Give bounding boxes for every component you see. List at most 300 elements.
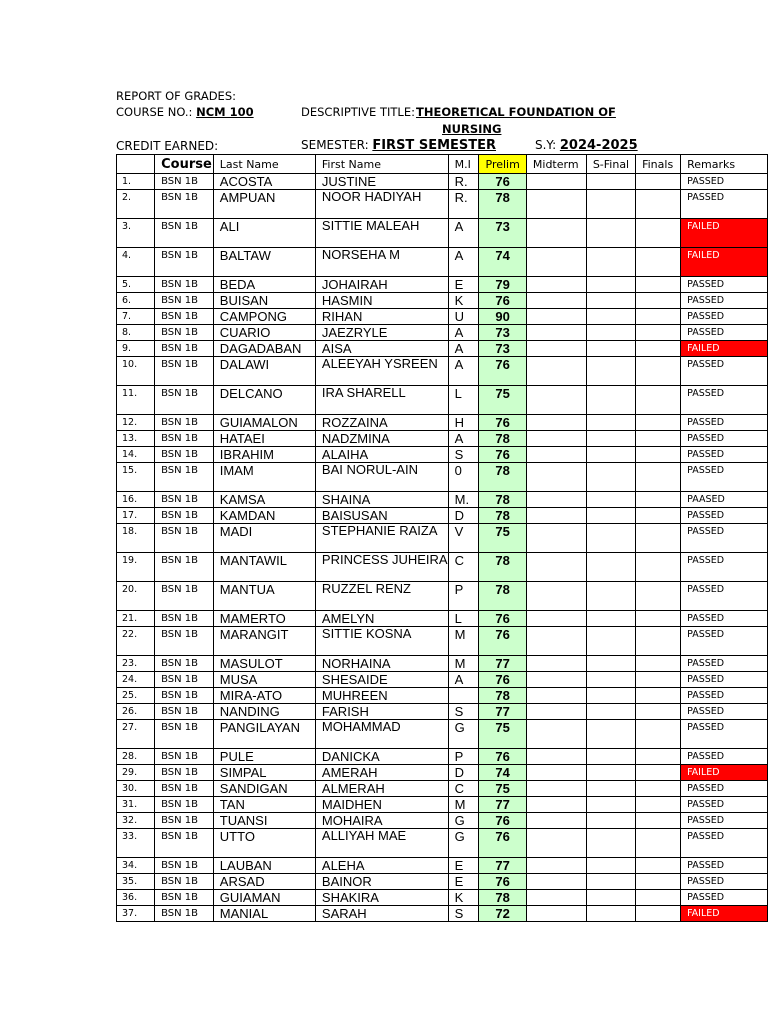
grades-table <box>116 154 768 922</box>
last-name-cell: MUSA <box>213 672 315 688</box>
midterm-cell <box>526 781 586 797</box>
midterm-cell <box>526 293 586 309</box>
col-header-course: Course <box>155 155 214 174</box>
course-cell: BSN 1B <box>155 656 214 672</box>
mi-cell: A <box>448 219 479 248</box>
remarks-cell: PASSED <box>681 704 768 720</box>
sfinal-cell <box>586 386 635 415</box>
finals-cell <box>636 906 681 922</box>
last-name-cell: ALI <box>213 219 315 248</box>
finals-cell <box>636 508 681 524</box>
prelim-cell: 77 <box>479 858 526 874</box>
last-name-cell: MARANGIT <box>213 627 315 656</box>
course-cell: BSN 1B <box>155 720 214 749</box>
row-number: 14. <box>117 447 155 463</box>
remarks-cell: PASSED <box>681 627 768 656</box>
midterm-cell <box>526 611 586 627</box>
col-header-first-name: First Name <box>315 155 448 174</box>
mi-cell: L <box>448 386 479 415</box>
row-number: 32. <box>117 813 155 829</box>
course-cell: BSN 1B <box>155 219 214 248</box>
prelim-cell: 74 <box>479 248 526 277</box>
row-number: 3. <box>117 219 155 248</box>
finals-cell <box>636 309 681 325</box>
course-cell: BSN 1B <box>155 627 214 656</box>
course-cell: BSN 1B <box>155 582 214 611</box>
remarks-cell: PASSED <box>681 611 768 627</box>
midterm-cell <box>526 829 586 858</box>
sfinal-cell <box>586 672 635 688</box>
table-row <box>117 611 768 627</box>
finals-cell <box>636 611 681 627</box>
table-row <box>117 431 768 447</box>
first-name-cell: STEPHANIE RAIZA <box>315 524 448 553</box>
table-row <box>117 174 768 190</box>
midterm-cell <box>526 906 586 922</box>
mi-cell: C <box>448 553 479 582</box>
remarks-cell: PASSED <box>681 524 768 553</box>
table-row <box>117 704 768 720</box>
table-row <box>117 553 768 582</box>
col-header-last-name: Last Name <box>213 155 315 174</box>
row-number: 4. <box>117 248 155 277</box>
remarks-cell: PASSED <box>681 386 768 415</box>
course-cell: BSN 1B <box>155 829 214 858</box>
sfinal-cell <box>586 627 635 656</box>
prelim-cell: 75 <box>479 386 526 415</box>
row-number: 27. <box>117 720 155 749</box>
midterm-cell <box>526 415 586 431</box>
table-row <box>117 277 768 293</box>
last-name-cell: GUIAMALON <box>213 415 315 431</box>
remarks-cell: FAILED <box>681 248 768 277</box>
prelim-cell: 78 <box>479 463 526 492</box>
row-number: 26. <box>117 704 155 720</box>
midterm-cell <box>526 219 586 248</box>
midterm-cell <box>526 357 586 386</box>
remarks-cell: PASSED <box>681 357 768 386</box>
row-number: 15. <box>117 463 155 492</box>
mi-cell: 0 <box>448 463 479 492</box>
last-name-cell: CAMPONG <box>213 309 315 325</box>
finals-cell <box>636 415 681 431</box>
first-name-cell: JAEZRYLE <box>315 325 448 341</box>
prelim-cell: 74 <box>479 765 526 781</box>
table-row <box>117 781 768 797</box>
first-name-cell: SITTIE MALEAH <box>315 219 448 248</box>
table-row <box>117 749 768 765</box>
sfinal-cell <box>586 325 635 341</box>
sfinal-cell <box>586 508 635 524</box>
sfinal-cell <box>586 749 635 765</box>
finals-cell <box>636 293 681 309</box>
remarks-cell: PASSED <box>681 656 768 672</box>
course-cell: BSN 1B <box>155 704 214 720</box>
semester-value: FIRST SEMESTER <box>372 138 497 153</box>
col-header-remarks: Remarks <box>681 155 768 174</box>
table-row <box>117 463 768 492</box>
finals-cell <box>636 357 681 386</box>
course-cell: BSN 1B <box>155 463 214 492</box>
course-cell: BSN 1B <box>155 309 214 325</box>
last-name-cell: DALAWI <box>213 357 315 386</box>
first-name-cell: AMELYN <box>315 611 448 627</box>
row-number: 9. <box>117 341 155 357</box>
credit-earned-label: CREDIT EARNED: <box>116 139 219 153</box>
col-header-midterm: Midterm <box>526 155 586 174</box>
last-name-cell: MAMERTO <box>213 611 315 627</box>
sfinal-cell <box>586 582 635 611</box>
finals-cell <box>636 174 681 190</box>
midterm-cell <box>526 341 586 357</box>
course-cell: BSN 1B <box>155 672 214 688</box>
first-name-cell: NADZMINA <box>315 431 448 447</box>
prelim-cell: 76 <box>479 611 526 627</box>
course-cell: BSN 1B <box>155 813 214 829</box>
row-number: 18. <box>117 524 155 553</box>
midterm-cell <box>526 765 586 781</box>
col-header-finals: Finals <box>636 155 681 174</box>
finals-cell <box>636 672 681 688</box>
mi-cell: M <box>448 627 479 656</box>
course-cell: BSN 1B <box>155 248 214 277</box>
course-cell: BSN 1B <box>155 524 214 553</box>
sfinal-cell <box>586 309 635 325</box>
mi-cell: G <box>448 813 479 829</box>
last-name-cell: ARSAD <box>213 874 315 890</box>
mi-cell: A <box>448 341 479 357</box>
sfinal-cell <box>586 357 635 386</box>
row-number: 30. <box>117 781 155 797</box>
last-name-cell: SIMPAL <box>213 765 315 781</box>
remarks-cell: PASSED <box>681 749 768 765</box>
remarks-cell: PASSED <box>681 174 768 190</box>
midterm-cell <box>526 874 586 890</box>
finals-cell <box>636 582 681 611</box>
mi-cell: A <box>448 431 479 447</box>
first-name-cell: NORHAINA <box>315 656 448 672</box>
finals-cell <box>636 190 681 219</box>
mi-cell: R. <box>448 190 479 219</box>
sfinal-cell <box>586 688 635 704</box>
sy-label: S.Y: <box>535 138 557 152</box>
remarks-cell: PASSED <box>681 553 768 582</box>
report-title: REPORT OF GRADES: <box>116 89 236 103</box>
finals-cell <box>636 890 681 906</box>
remarks-cell: FAILED <box>681 341 768 357</box>
remarks-cell: PASSED <box>681 874 768 890</box>
mi-cell: M. <box>448 492 479 508</box>
first-name-cell: BAISUSAN <box>315 508 448 524</box>
last-name-cell: KAMDAN <box>213 508 315 524</box>
prelim-cell: 76 <box>479 293 526 309</box>
row-number: 31. <box>117 797 155 813</box>
sfinal-cell <box>586 431 635 447</box>
finals-cell <box>636 656 681 672</box>
prelim-cell: 76 <box>479 627 526 656</box>
mi-cell: S <box>448 447 479 463</box>
midterm-cell <box>526 248 586 277</box>
last-name-cell: IMAM <box>213 463 315 492</box>
table-row <box>117 309 768 325</box>
table-row <box>117 829 768 858</box>
prelim-cell: 78 <box>479 190 526 219</box>
sfinal-cell <box>586 656 635 672</box>
prelim-cell: 73 <box>479 219 526 248</box>
course-cell: BSN 1B <box>155 341 214 357</box>
last-name-cell: BUISAN <box>213 293 315 309</box>
sfinal-cell <box>586 248 635 277</box>
table-row <box>117 688 768 704</box>
finals-cell <box>636 797 681 813</box>
prelim-cell: 76 <box>479 813 526 829</box>
mi-cell: U <box>448 309 479 325</box>
prelim-cell: 75 <box>479 781 526 797</box>
remarks-cell: PASSED <box>681 508 768 524</box>
row-number: 28. <box>117 749 155 765</box>
finals-cell <box>636 553 681 582</box>
table-row <box>117 890 768 906</box>
last-name-cell: TUANSI <box>213 813 315 829</box>
sfinal-cell <box>586 447 635 463</box>
prelim-cell: 72 <box>479 906 526 922</box>
sfinal-cell <box>586 781 635 797</box>
first-name-cell: MOHAMMAD <box>315 720 448 749</box>
row-number: 6. <box>117 293 155 309</box>
table-row <box>117 492 768 508</box>
prelim-cell: 77 <box>479 656 526 672</box>
first-name-cell: SITTIE KOSNA <box>315 627 448 656</box>
first-name-cell: NOOR HADIYAH <box>315 190 448 219</box>
semester-row <box>301 138 496 153</box>
remarks-cell: PASSED <box>681 293 768 309</box>
sfinal-cell <box>586 174 635 190</box>
col-header-prelim: Prelim <box>479 155 526 174</box>
mi-cell: H <box>448 415 479 431</box>
last-name-cell: NANDING <box>213 704 315 720</box>
prelim-cell: 77 <box>479 797 526 813</box>
sfinal-cell <box>586 720 635 749</box>
semester-label: SEMESTER: <box>301 138 369 152</box>
first-name-cell: NORSEHA M <box>315 248 448 277</box>
table-row <box>117 415 768 431</box>
finals-cell <box>636 325 681 341</box>
mi-cell: A <box>448 248 479 277</box>
remarks-cell: PASSED <box>681 797 768 813</box>
last-name-cell: PULE <box>213 749 315 765</box>
first-name-cell: MOHAIRA <box>315 813 448 829</box>
course-cell: BSN 1B <box>155 858 214 874</box>
course-cell: BSN 1B <box>155 447 214 463</box>
first-name-cell: IRA SHARELL <box>315 386 448 415</box>
first-name-cell: SHAINA <box>315 492 448 508</box>
finals-cell <box>636 219 681 248</box>
prelim-cell: 76 <box>479 174 526 190</box>
last-name-cell: BALTAW <box>213 248 315 277</box>
row-number: 23. <box>117 656 155 672</box>
remarks-cell: PASSED <box>681 890 768 906</box>
row-number: 17. <box>117 508 155 524</box>
table-row <box>117 813 768 829</box>
course-cell: BSN 1B <box>155 325 214 341</box>
finals-cell <box>636 704 681 720</box>
table-row <box>117 293 768 309</box>
col-header-mi: M.I <box>448 155 479 174</box>
row-number: 37. <box>117 906 155 922</box>
mi-cell: A <box>448 672 479 688</box>
last-name-cell: KAMSA <box>213 492 315 508</box>
mi-cell: R. <box>448 174 479 190</box>
row-number: 2. <box>117 190 155 219</box>
midterm-cell <box>526 672 586 688</box>
prelim-cell: 76 <box>479 415 526 431</box>
row-number: 24. <box>117 672 155 688</box>
first-name-cell: HASMIN <box>315 293 448 309</box>
mi-cell: M <box>448 656 479 672</box>
remarks-cell: PASSED <box>681 431 768 447</box>
table-row <box>117 797 768 813</box>
remarks-cell: PAASED <box>681 492 768 508</box>
sfinal-cell <box>586 611 635 627</box>
mi-cell: A <box>448 357 479 386</box>
midterm-cell <box>526 704 586 720</box>
finals-cell <box>636 781 681 797</box>
last-name-cell: PANGILAYAN <box>213 720 315 749</box>
row-number: 16. <box>117 492 155 508</box>
row-number: 13. <box>117 431 155 447</box>
last-name-cell: SANDIGAN <box>213 781 315 797</box>
course-cell: BSN 1B <box>155 874 214 890</box>
prelim-cell: 76 <box>479 447 526 463</box>
midterm-cell <box>526 656 586 672</box>
remarks-cell: PASSED <box>681 813 768 829</box>
row-number: 11. <box>117 386 155 415</box>
prelim-cell: 79 <box>479 277 526 293</box>
remarks-cell: PASSED <box>681 309 768 325</box>
table-row <box>117 386 768 415</box>
prelim-cell: 78 <box>479 553 526 582</box>
midterm-cell <box>526 309 586 325</box>
course-cell: BSN 1B <box>155 508 214 524</box>
prelim-cell: 90 <box>479 309 526 325</box>
row-number: 1. <box>117 174 155 190</box>
last-name-cell: MANTAWIL <box>213 553 315 582</box>
prelim-cell: 77 <box>479 704 526 720</box>
finals-cell <box>636 874 681 890</box>
prelim-cell: 76 <box>479 829 526 858</box>
midterm-cell <box>526 386 586 415</box>
table-row <box>117 248 768 277</box>
table-row <box>117 357 768 386</box>
mi-cell: E <box>448 858 479 874</box>
mi-cell: M <box>448 797 479 813</box>
row-number: 8. <box>117 325 155 341</box>
sfinal-cell <box>586 704 635 720</box>
sfinal-cell <box>586 797 635 813</box>
row-number: 29. <box>117 765 155 781</box>
sfinal-cell <box>586 890 635 906</box>
course-cell: BSN 1B <box>155 611 214 627</box>
mi-cell: E <box>448 277 479 293</box>
course-cell: BSN 1B <box>155 781 214 797</box>
school-year-row <box>535 138 638 153</box>
course-cell: BSN 1B <box>155 386 214 415</box>
mi-cell: G <box>448 720 479 749</box>
row-number: 7. <box>117 309 155 325</box>
row-number: 5. <box>117 277 155 293</box>
midterm-cell <box>526 749 586 765</box>
sfinal-cell <box>586 492 635 508</box>
row-number: 36. <box>117 890 155 906</box>
descriptive-title-label: DESCRIPTIVE TITLE: <box>301 105 415 119</box>
midterm-cell <box>526 797 586 813</box>
descriptive-title-line1: THEORETICAL FOUNDATION OF <box>416 105 616 119</box>
remarks-cell: PASSED <box>681 688 768 704</box>
course-cell: BSN 1B <box>155 415 214 431</box>
last-name-cell: DAGADABAN <box>213 341 315 357</box>
grades-body <box>117 174 768 922</box>
prelim-cell: 73 <box>479 341 526 357</box>
col-header-sfinal: S-Final <box>586 155 635 174</box>
course-cell: BSN 1B <box>155 553 214 582</box>
table-header-row <box>117 155 768 174</box>
remarks-cell: PASSED <box>681 447 768 463</box>
prelim-cell: 75 <box>479 720 526 749</box>
remarks-cell: PASSED <box>681 672 768 688</box>
mi-cell: P <box>448 749 479 765</box>
finals-cell <box>636 524 681 553</box>
remarks-cell: PASSED <box>681 720 768 749</box>
finals-cell <box>636 463 681 492</box>
col-header-no <box>117 155 155 174</box>
table-row <box>117 720 768 749</box>
midterm-cell <box>526 582 586 611</box>
finals-cell <box>636 688 681 704</box>
first-name-cell: ALEHA <box>315 858 448 874</box>
finals-cell <box>636 858 681 874</box>
row-number: 22. <box>117 627 155 656</box>
finals-cell <box>636 492 681 508</box>
table-row <box>117 656 768 672</box>
midterm-cell <box>526 190 586 219</box>
midterm-cell <box>526 492 586 508</box>
course-cell: BSN 1B <box>155 431 214 447</box>
descriptive-title-line2: NURSING <box>442 122 502 136</box>
mi-cell: P <box>448 582 479 611</box>
course-cell: BSN 1B <box>155 765 214 781</box>
first-name-cell: JUSTINE <box>315 174 448 190</box>
sfinal-cell <box>586 341 635 357</box>
prelim-cell: 78 <box>479 582 526 611</box>
first-name-cell: RIHAN <box>315 309 448 325</box>
last-name-cell: ACOSTA <box>213 174 315 190</box>
midterm-cell <box>526 688 586 704</box>
row-number: 10. <box>117 357 155 386</box>
last-name-cell: IBRAHIM <box>213 447 315 463</box>
sfinal-cell <box>586 813 635 829</box>
first-name-cell: SHAKIRA <box>315 890 448 906</box>
row-number: 34. <box>117 858 155 874</box>
finals-cell <box>636 813 681 829</box>
finals-cell <box>636 277 681 293</box>
row-number: 19. <box>117 553 155 582</box>
row-number: 20. <box>117 582 155 611</box>
sfinal-cell <box>586 858 635 874</box>
row-number: 35. <box>117 874 155 890</box>
finals-cell <box>636 749 681 765</box>
table-row <box>117 858 768 874</box>
remarks-cell: PASSED <box>681 325 768 341</box>
